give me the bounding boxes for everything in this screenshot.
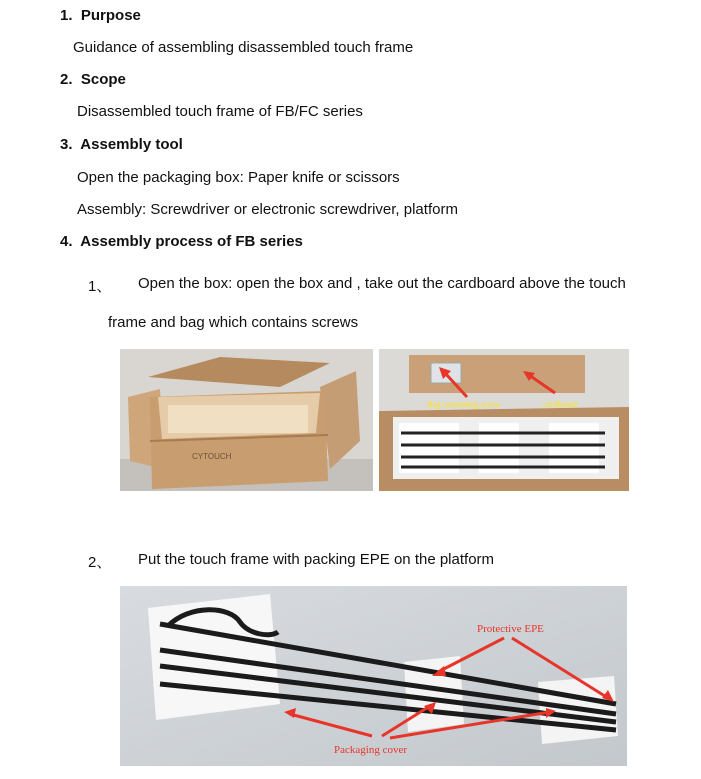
section-2-heading [60,71,126,88]
section-1-heading [60,7,141,24]
platform-photo [120,586,627,766]
step-1-text-line-2: frame and bag which contains screws [108,314,359,331]
step-2-text-line-1: Put the touch frame with packing EPE on the platform [138,551,495,568]
section-3-heading [60,136,183,153]
section-4-title: Assembly process of FB series [80,233,303,250]
open-box-photo [120,349,373,491]
section-1-title: Purpose [80,7,141,24]
section-3-title: Assembly tool [80,136,183,153]
cardboard-label: cardboard [543,399,577,409]
box-brand-text: CYTOUCH [192,452,232,461]
section-1-number: 1. [60,7,73,24]
step-1-text-line-1: Open the box: open the box and , take out the cardboard above the touch [138,275,626,292]
section-2-number: 2. [60,71,73,88]
packaging-cover-label: Packaging cover [334,744,407,756]
box-contents-photo [379,349,629,491]
section-2-title: Scope [80,71,126,88]
section-4-heading [60,233,303,250]
section-1-body: Guidance of assembling disassembled touch frame [73,39,414,56]
section-3-number: 3. [60,136,73,153]
section-3-body-line-2: Assembly: Screwdriver or electronic screwdriver, platform [77,201,458,218]
step-1-number: 1、 [88,278,112,295]
bag-containing-screw-label: Bag containing screw [427,399,501,409]
section-4-number: 4. [60,233,73,250]
section-2-body: Disassembled touch frame of FB/FC series [77,103,363,120]
section-3-body-line-1: Open the packaging box: Paper knife or scissors [77,169,400,186]
step-2-number: 2、 [88,554,112,571]
protective-epe-label: Protective EPE [477,623,544,635]
